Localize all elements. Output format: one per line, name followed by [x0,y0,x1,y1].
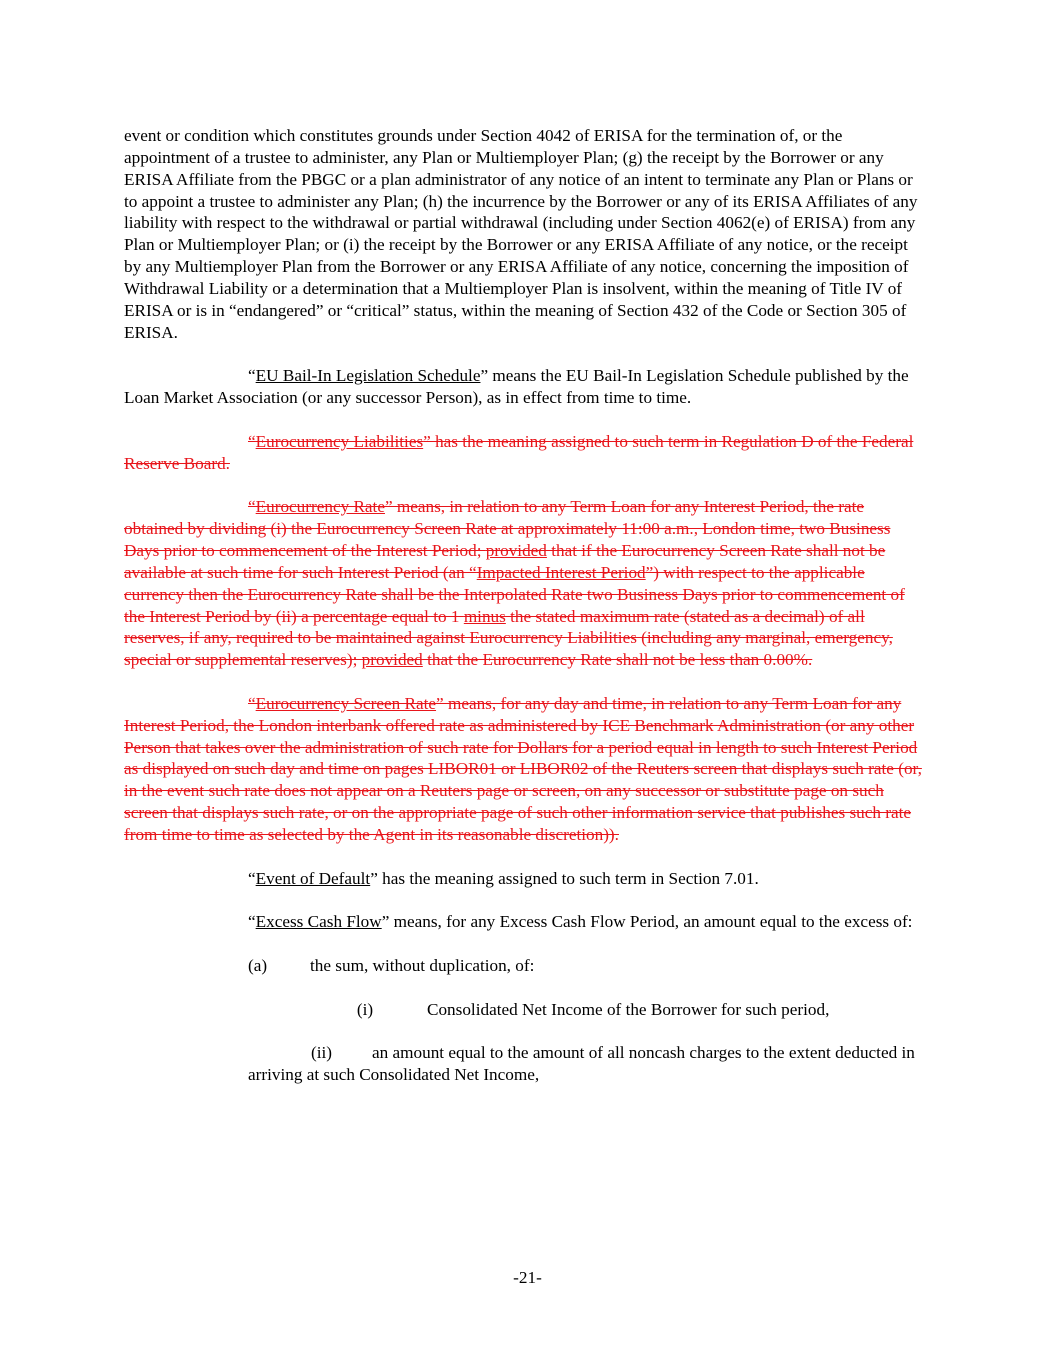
definition-text: that the Eurocurrency Rate shall not be less than 0.00%. [422,650,813,670]
definition-text: ” means, for any day and time, in relation to any Term Loan for any Interest Period, the London interbank offered rate as administered by ICE Benchmark Administration (or any other Person that takes over the administration of such rate for Dollars for a period equal in length to such Interest Period as displayed on such day and time on pages LIBOR01 or LIBOR02 of the Reuters screen that displays such rate (or, in the event such rate does not appear on a Reuters page or screen, on any successor or substitute page on such screen that displays such rate, or on the appropriate page of such other information service that publishes such rate from time to time as selected by the Agent in its reasonable discretion)). [124,693,922,844]
definition-eurocurrency-liabilities-deleted [124,431,924,475]
clause-i [124,999,924,1021]
open-quote: “ [248,497,256,517]
open-quote: “ [248,693,256,713]
page-number: -21- [513,1268,542,1287]
definition-text: that if the Eurocurrency Screen Rate shall not be available at such time for such Interest Period (an “ [124,541,886,582]
open-quote: “ [248,912,256,932]
definition-eu-bail-in-legislation-schedule [124,365,924,409]
defined-term: Eurocurrency Rate [255,497,385,517]
clause-text: the sum, without duplication, of: [310,956,535,976]
definition-event-of-default [124,868,924,890]
defined-term: Event of Default [255,868,371,888]
erisa-event-continuation: event or condition which constitutes grounds under Section 4042 of ERISA for the termination of, or the appointment of a trustee to administer, any Plan or Multiemployer Plan; (g) the receipt by the Borrower or any ERISA Affiliate from the PBGC or a plan administrator of any notice of an intent to terminate any Plan or Plans or to appoint a trustee to administer any Plan; (h) the incurrence by the Borrower or any of its ERISA Affiliates of any liability with respect to the withdrawal or partial withdrawal (including under Section 4062(e) of ERISA) from any Plan or Multiemployer Plan; or (i) the receipt by the Borrower or any ERISA Affiliate of any notice, or the receipt by any Multiemployer Plan from the Borrower or any ERISA Affiliate of any notice, concerning the imposition of Withdrawal Liability or a determination that a Multiemployer Plan is insolvent, within the meaning of Title IV of ERISA or is in “endangered” or “critical” status, within the meaning of Section 432 of the Code or Section 305 of ERISA. [124,126,918,342]
definition-text: ” means, for any Excess Cash Flow Period, an amount equal to the excess of: [381,912,913,932]
definition-text: ”) with respect to the applicable currency then the Eurocurrency Rate shall be the Interpolated Rate two Business Days prior to commencement of the Interest Period by (ii) a percentage equal to 1 [124,562,905,626]
defined-term: Eurocurrency Screen Rate [255,693,437,713]
defined-term: Eurocurrency Liabilities [255,431,424,451]
provided-term: provided [485,541,547,561]
document-page [124,125,924,1108]
defined-term: Excess Cash Flow [255,912,382,932]
open-quote: “ [248,868,256,888]
definition-text: ” means the EU Bail-In Legislation Schedule published by the Loan Market Association (or any successor Person), as in effect from time to time. [124,366,909,408]
clause-text: an amount equal to the amount of all noncash charges to the extent deducted in arriving at such Consolidated Net Income, [248,1043,915,1085]
clause-label: (a) [248,956,268,976]
defined-term: EU Bail-In Legislation Schedule [255,366,481,386]
definition-eurocurrency-screen-rate-deleted [124,693,924,846]
clause-ii [248,1042,924,1086]
clause-a [248,955,924,977]
definition-text: ” means, in relation to any Term Loan for any Interest Period, the rate obtained by dividing (i) the Eurocurrency Screen Rate at approximately 11:00 a.m., London time, two Business Days prior to commencement of the Interest Period; [124,497,891,561]
definition-eurocurrency-rate-deleted [124,496,924,671]
provided-term: provided [361,650,423,670]
open-quote: “ [248,431,256,451]
clause-label: (ii) [311,1043,332,1063]
impacted-interest-period-term: Impacted Interest Period [476,562,646,582]
definition-text: ” has the meaning assigned to such term in Section 7.01. [370,868,759,888]
minus-term: minus [463,606,506,626]
clause-text: Consolidated Net Income of the Borrower for such period, [427,999,830,1019]
definition-excess-cash-flow [124,911,924,933]
open-quote: “ [248,366,256,386]
definition-text: ” has the meaning assigned to such term in Regulation D of the Federal Reserve Board. [124,431,914,473]
definition-text: the stated maximum rate (stated as a decimal) of all reserves, if any, required to be maintained against Eurocurrency Liabilities (including any marginal, emergency, special or supplemental reserves); [124,606,893,670]
clause-label: (i) [356,999,374,1019]
